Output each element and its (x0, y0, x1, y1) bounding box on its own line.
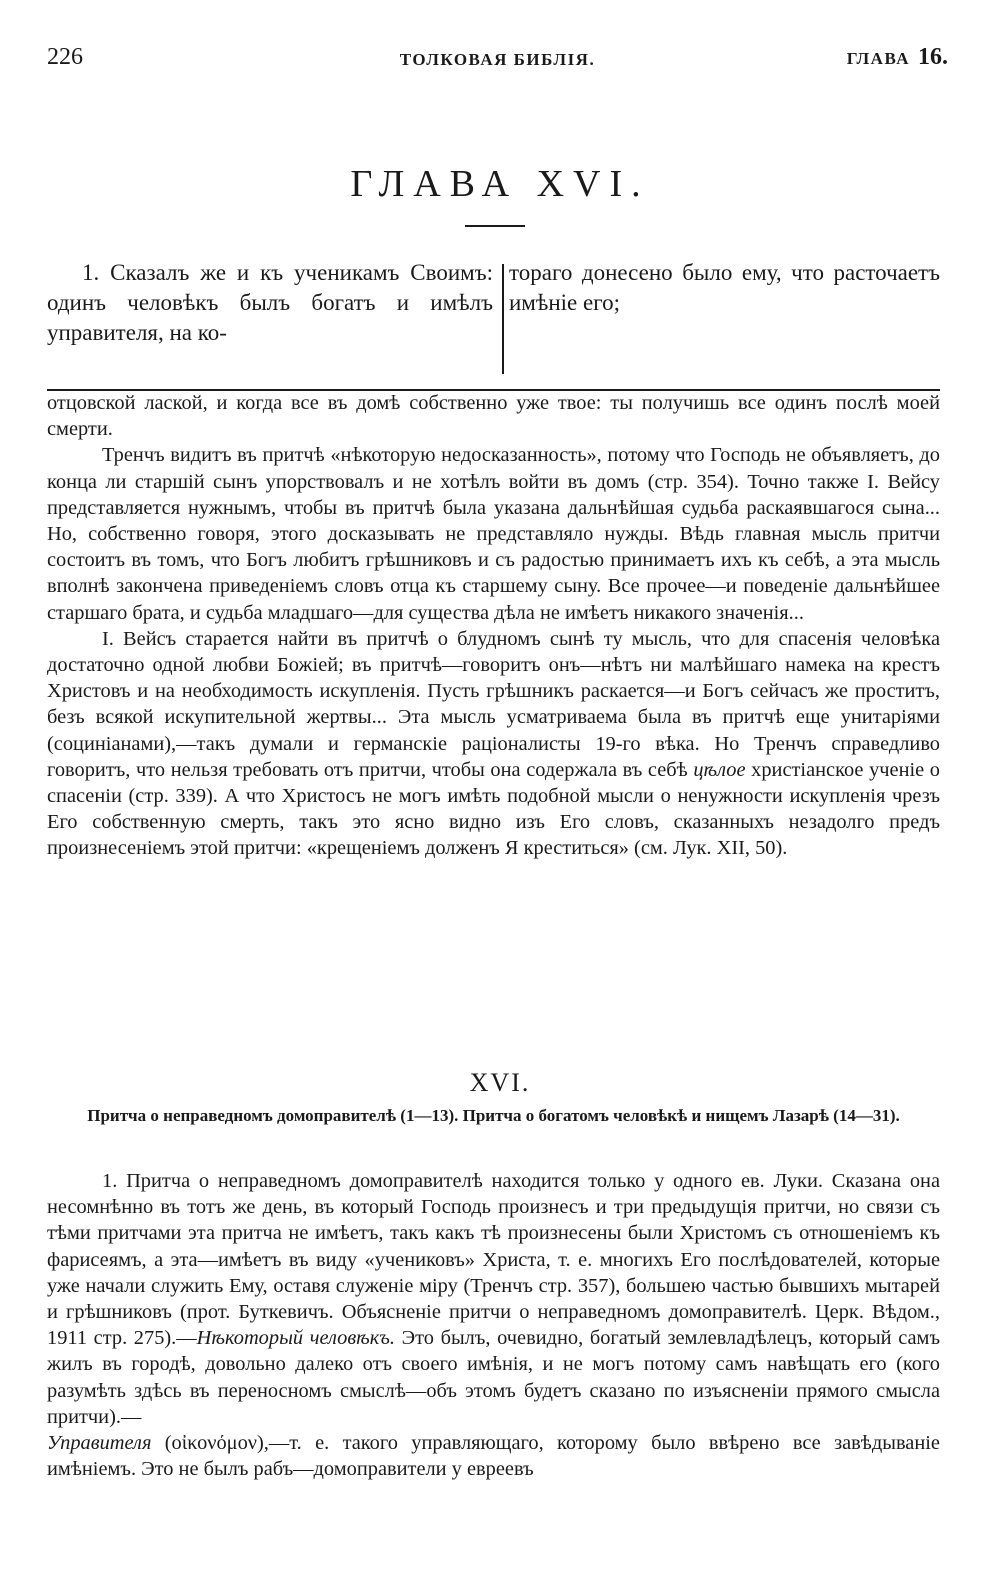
running-chapter-number: 16. (918, 44, 948, 70)
commentary-paragraph-3 (47, 626, 940, 862)
running-header (47, 44, 948, 76)
chapter-rule (465, 225, 525, 227)
running-chapter (847, 44, 948, 71)
commentary-p3-emphasis: цѣлое (693, 758, 746, 781)
column-divider (502, 264, 504, 374)
commentary-paragraph-4 (47, 1168, 940, 1482)
commentary-p3-text-b: христіанское ученіе о спасеніи (стр. 339). А что Христосъ не могъ имѣть подобной мысли о ненужности искупленія чрезъ Его собственную смерть, такъ это ясно видно изъ Его словъ, сказанныхъ незадолго предъ произнесеніемъ этой притчи: «крещеніемъ долженъ Я креститься» (см. Лук. XII, 50). (47, 758, 941, 860)
page-number: 226 (47, 44, 83, 70)
commentary-p4-emphasis-2: Управителя (47, 1432, 152, 1455)
commentary-p4-text-b: Это былъ, очевидно, богатый землевладѣлецъ, который самъ жилъ въ городѣ, довольно далеко отъ своего имѣнія, и не могъ потому самъ навѣщать его (кого разумѣть здѣсь въ переносномъ смыслѣ—объ этомъ будетъ сказано по изъясненіи прямого смысла притчи).— (47, 1327, 940, 1428)
commentary-p4-emphasis-1: Нѣкоторый человѣкъ. (196, 1327, 395, 1350)
commentary-p4-text-c: (οἰκονόμον),—т. е. такого управляющаго, которому было ввѣрено все завѣдываніе имѣніемъ. Это не былъ рабъ—домоправители у евреевъ (47, 1432, 940, 1481)
commentary-paragraph-2: Тренчъ видитъ въ притчѣ «нѣкоторую недосказанность», потому что Господь не объявляетъ, до конца ли старшій сынъ упорствовалъ и не хотѣлъ войти въ домъ (стр. 354). Точно также І. Вейсу представляется нужнымъ, чтобы въ притчѣ была указана дальнѣйшая судьба раскаявшагося сына... Но, собственно говоря, этого досказывать не представляло нужды. Вѣдь главная мысль притчи состоитъ въ томъ, что Богъ любитъ грѣшниковъ и съ радостью принимаетъ ихъ къ себѣ, а эта мысль вполнѣ закончена приведеніемъ словъ отца къ старшему сыну. Все прочее—и поведеніе дальнѣйшее старшаго брата, и судьба младшаго—для существа дѣла не имѣетъ никакого значенія... (47, 444, 940, 624)
section-numeral: XVI. (469, 1068, 531, 1097)
commentary-section-2 (47, 1168, 940, 1482)
running-title: ТОЛКОВАЯ БИБЛІЯ. (399, 50, 596, 69)
chapter-title: ГЛАВА XVI. (350, 163, 650, 205)
running-chapter-label: ГЛАВА (846, 49, 910, 68)
section-subtitle: Притча о неправедномъ домоправителѣ (1—13). Притча о богатомъ человѣкѣ и нищемъ Лазарѣ (14—31). (87, 1106, 900, 1125)
commentary-section (47, 390, 940, 862)
commentary-p4-text-a: 1. Притча о неправедномъ домоправителѣ находится только у одного ев. Луки. Сказана она несомнѣнно въ тотъ же день, въ который Господь произнесъ и три предыдущія притчи, но связи съ тѣми притчами эта притча не имѣетъ, такъ какъ тѣ произнесены были Христомъ съ отношеніемъ къ фарисеямъ, а эта—имѣетъ въ виду «учениковъ» Христа, т. е. многихъ Его послѣдователей, которые уже начали служить Ему, оставя служеніе міру (Тренчъ стр. 357), большею частью бывшихъ мытарей и грѣшниковъ (прот. Буткевичъ. Объясненіе притчи о неправедномъ домоправителѣ. Церк. Вѣдом., 1911 стр. 275).— (47, 1170, 940, 1350)
verse-text-right: тораго донесено было ему, что расточаетъ имѣніе его; (509, 260, 940, 315)
commentary-paragraph-1: отцовской лаской, и когда все въ домѣ собственно уже твое: ты получишь все одинъ послѣ моей смерти. (47, 392, 940, 441)
scripture-verse-block (47, 258, 940, 390)
verse-text-left: 1. Сказалъ же и къ ученикамъ Своимъ: одинъ человѣкъ былъ богатъ и имѣлъ управителя, на ко- (47, 260, 493, 345)
commentary-p3-text-a: І. Вейсъ старается найти въ притчѣ о блудномъ сынѣ ту мысль, что для спасенія человѣка достаточно одной любви Божіей; въ притчѣ—говоритъ онъ—нѣтъ ни малѣйшаго намека на крестъ Христовъ и на необходимость искупленія. Пусть грѣшникъ раскается—и Богъ сейчасъ же проститъ, безъ всякой искупительной жертвы... Эта мысль усматриваема была въ притчѣ еще унитаріями (социніанами),—такъ думали и германскіе раціоналисты 19-го вѣка. Но Тренчъ справедливо говоритъ, что нельзя требовать отъ притчи, чтобы она содержала въ себѣ (47, 627, 940, 781)
